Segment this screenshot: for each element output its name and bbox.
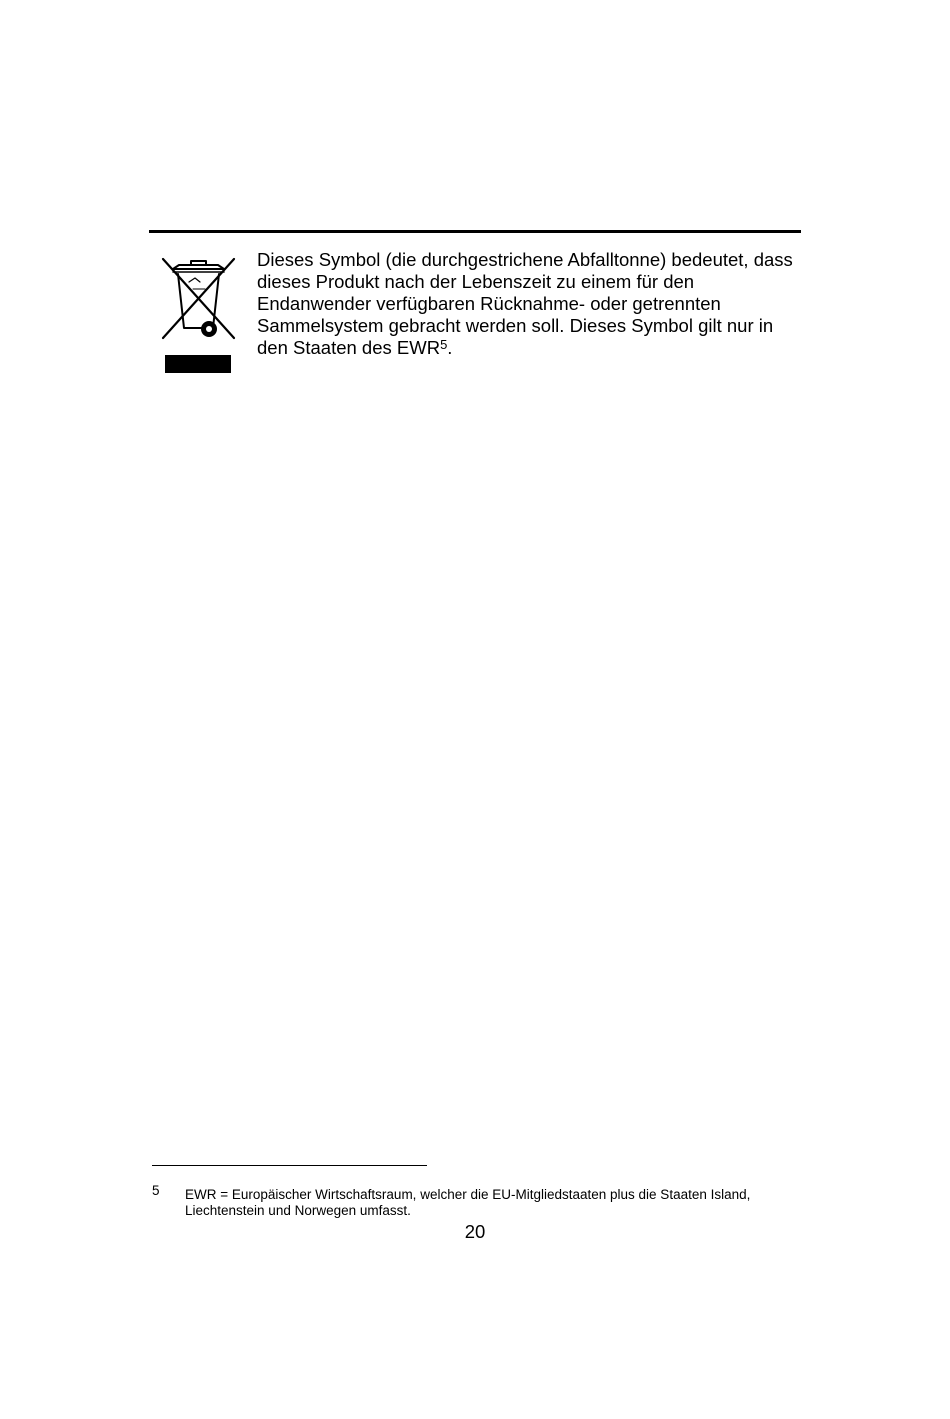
crossed-out-wheelie-bin-icon bbox=[160, 256, 238, 376]
page-number: 20 bbox=[464, 1221, 486, 1242]
section-divider bbox=[149, 230, 801, 233]
footnote-separator bbox=[152, 1165, 427, 1166]
footnote-marker: 5 bbox=[152, 1183, 160, 1198]
notice-end-punctuation: . bbox=[447, 337, 453, 358]
weee-notice-paragraph bbox=[257, 249, 802, 359]
footnote-text: EWR = Europäischer Wirtschaftsraum, welcher die EU-Mitgliedstaaten plus die Staaten Island, Liechtenstein und Norwegen umfasst. bbox=[185, 1187, 751, 1218]
footnote-reference[interactable]: 5 bbox=[440, 337, 448, 352]
weee-notice-text: Dieses Symbol (die durchgestrichene Abfalltonne) bedeutet, dass dieses Produkt nach der Lebenszeit zu einem für den Endanwender verfügbaren Rücknahme- oder getrennten Sammelsystem gebracht werden soll. Dieses Symbol gilt nur in den Staaten des EWR bbox=[257, 249, 793, 358]
